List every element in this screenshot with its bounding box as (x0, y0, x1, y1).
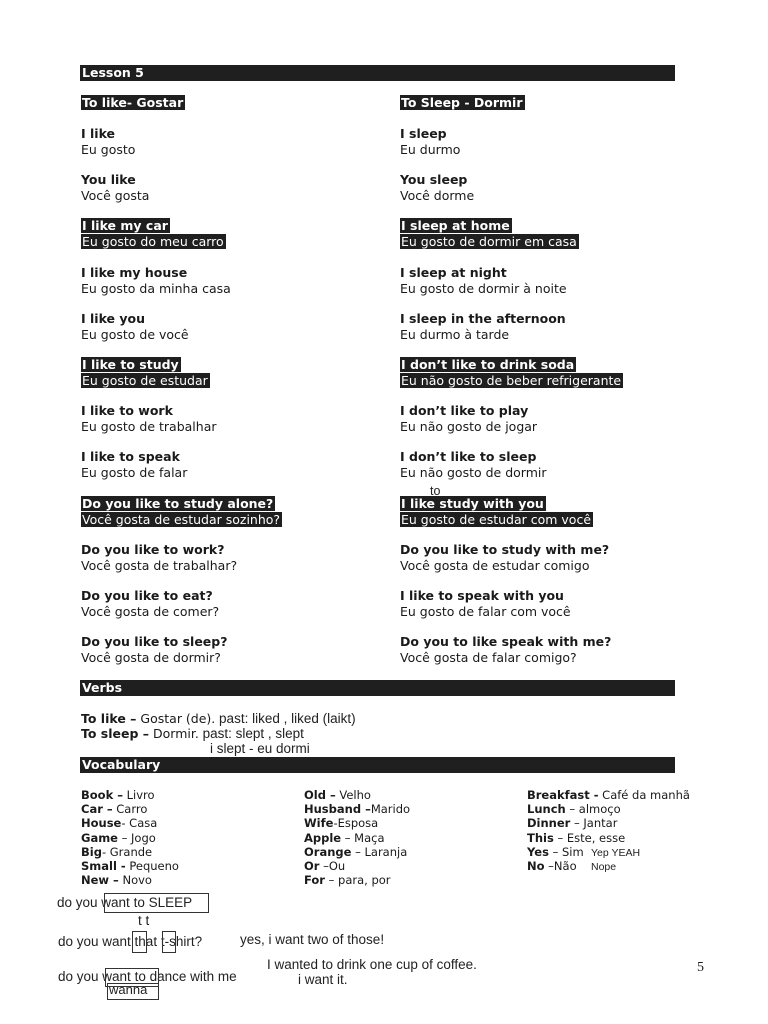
box-letter-t-2 (162, 931, 176, 953)
practice-line-2: do you want that t-shirt? (58, 934, 203, 949)
phrase-pair (400, 634, 611, 666)
vocab-definition: Livro (122, 788, 155, 802)
vocab-term: Breakfast - (527, 788, 599, 802)
phrase-pair (400, 403, 537, 435)
phrase-english: I like my house (81, 264, 188, 280)
phrase-english: I like to work (81, 403, 173, 419)
yes-note: Yep YEAH (591, 847, 641, 859)
phrase-english: I like to speak (81, 449, 180, 465)
vocab-definition: – Este, esse (553, 830, 626, 845)
verb-sleep-past: past: slept , slept (198, 726, 304, 741)
phrase-pair (400, 542, 609, 574)
vocab-item (527, 816, 690, 830)
vocab-term: Dinner (527, 816, 571, 831)
page-number: 5 (697, 960, 704, 975)
phrase-pair (81, 172, 149, 204)
vocab-item (304, 816, 410, 830)
phrase-portuguese: Você gosta (81, 188, 150, 204)
practice-line-3-boxed: want to (102, 969, 146, 984)
left-column-header (81, 95, 185, 111)
phrase-pair (81, 496, 282, 528)
phrase-pair (81, 588, 219, 620)
phrase-portuguese: Eu não gosto de beber refrigerante (401, 373, 622, 388)
vocab-term: House (81, 816, 122, 831)
phrase-pair (400, 265, 567, 297)
phrase-portuguese: Você dorme (400, 188, 475, 204)
verb-sleep-def: Dormir. (149, 726, 199, 741)
vocab-term: Husband – (304, 802, 371, 817)
phrase-pair (400, 449, 547, 481)
phrase-portuguese: Eu gosto de trabalhar (81, 419, 217, 435)
vocab-item (81, 816, 179, 830)
vocab-term: Lunch (527, 802, 566, 817)
phrase-english: Do you like to sleep? (81, 634, 228, 650)
right-header-text: To Sleep - Dormir (401, 95, 523, 110)
vocab-definition: Café da manhã (598, 788, 690, 802)
verb-sleep-note: i slept - eu dormi (210, 741, 310, 756)
verb-like-term: To like – (81, 711, 137, 726)
vocab-term: Wife (304, 816, 334, 831)
vocab-term: Game (81, 830, 118, 845)
phrase-pair (400, 496, 593, 528)
vocab-definition: Pequeno (125, 859, 179, 874)
vocab-term: Book – (81, 788, 123, 802)
vocab-item (304, 788, 410, 802)
phrase-pair (81, 542, 237, 574)
phrase-english: I don’t like to play (400, 403, 529, 419)
phrase-portuguese: Eu gosto (81, 142, 136, 157)
underline-box-want-to-sleep (104, 893, 209, 913)
vocab-item (81, 788, 179, 802)
phrase-pair (81, 265, 231, 297)
left-header-text: To like- Gostar (82, 95, 184, 110)
vocab-definition: – Sim (548, 844, 584, 859)
practice-tt: t t (138, 913, 150, 928)
vocab-term: For (304, 873, 325, 888)
vocabulary-header: Vocabulary (82, 757, 161, 772)
right-column-header (400, 95, 525, 111)
verb-sleep-line (81, 726, 304, 742)
phrase-portuguese: Eu não gosto de jogar (400, 419, 538, 435)
phrase-english: I sleep at night (400, 264, 507, 280)
phrase-portuguese: Eu durmo (400, 142, 461, 157)
vocab-item (81, 859, 179, 873)
phrase-english: I like (81, 126, 116, 141)
phrase-pair (81, 449, 187, 481)
phrase-pair (400, 218, 579, 250)
vocab-term: Apple (304, 830, 342, 845)
phrase-portuguese: Eu gosto de você (81, 326, 189, 342)
vocab-definition: Marido (370, 802, 411, 817)
vocab-item (527, 788, 690, 802)
phrase-english: I sleep in the afternoon (400, 310, 566, 326)
phrase-portuguese: Eu não gosto de dormir (400, 465, 547, 481)
vocab-definition: Carro (112, 802, 148, 817)
vocab-definition: – Maça (341, 830, 385, 845)
phrase-portuguese: Eu gosto de estudar (82, 373, 208, 388)
phrase-pair (400, 172, 474, 204)
phrase-pair (81, 357, 210, 389)
vocab-definition: – almoço (565, 802, 621, 817)
vocab-definition: – Jogo (117, 830, 156, 845)
phrase-english: I like you (81, 310, 146, 326)
phrase-portuguese: Eu durmo à tarde (400, 326, 510, 342)
verbs-header: Verbs (82, 680, 123, 695)
phrase-portuguese: Você gosta de trabalhar? (81, 557, 238, 573)
vocab-term: Yes (527, 844, 549, 859)
vocab-definition: - Casa (121, 816, 158, 831)
vocabulary-bar (80, 757, 675, 773)
phrase-english: You like (81, 172, 136, 188)
phrase-english: Do you like to study with me? (400, 541, 610, 557)
no-note: Nope (591, 861, 617, 873)
lesson-title-bar (80, 65, 675, 81)
phrase-portuguese: Você gosta de estudar sozinho? (82, 511, 281, 527)
phrase-english: Do you like to work? (81, 541, 225, 557)
phrase-english: Do you like to study alone? (82, 495, 274, 511)
practice-coffee: I wanted to drink one cup of coffee. (267, 957, 477, 972)
phrase-portuguese: Eu gosto da minha casa (81, 280, 231, 296)
vocab-definition: Novo (118, 873, 152, 888)
phrase-pair (400, 588, 571, 620)
phrase-english: I like to study (82, 357, 179, 372)
verb-like-past: past: liked , liked (laikt) (215, 711, 356, 726)
vocab-item (81, 831, 179, 845)
inserted-to-note: to (430, 484, 441, 498)
vocab-term: New – (81, 873, 119, 888)
vocab-item (304, 845, 410, 859)
phrase-pair (81, 126, 135, 158)
phrase-pair (400, 126, 460, 158)
vocab-definition: –Ou (319, 859, 346, 874)
vocab-item (81, 845, 179, 859)
phrase-english: Do you to like speak with me? (400, 634, 612, 650)
vocab-term: Old – (304, 788, 336, 802)
phrase-english: Do you like to eat? (81, 588, 213, 603)
vocab-item (304, 802, 410, 816)
phrase-pair (81, 218, 226, 250)
phrase-english: I like to speak with you (400, 588, 564, 603)
vocab-definition: - Grande (101, 844, 153, 859)
vocab-column-1 (81, 788, 179, 887)
phrase-portuguese: Você gosta de dormir? (81, 650, 221, 666)
vocab-term: Big (81, 844, 102, 859)
phrase-english: I like study with you (401, 495, 544, 511)
phrase-pair (81, 403, 217, 435)
phrase-english: I like my car (82, 218, 168, 234)
phrase-english: You sleep (400, 172, 468, 188)
phrase-portuguese: Eu gosto de estudar com você (401, 511, 592, 527)
verb-sleep-term: To sleep – (81, 726, 150, 741)
phrase-portuguese: Você gosta de falar comigo? (400, 650, 577, 666)
phrase-portuguese: Eu gosto de falar (81, 465, 188, 481)
phrase-pair (400, 311, 566, 343)
vocab-term: This (527, 830, 554, 845)
practice-line-2-reply: yes, i want two of those! (240, 932, 385, 947)
vocab-definition: – para, por (324, 873, 391, 888)
phrase-portuguese: Eu gosto do meu carro (82, 234, 224, 250)
vocab-definition: – Laranja (351, 844, 408, 859)
vocab-term: Small - (81, 859, 126, 874)
phrase-english: I don’t like to drink soda (401, 357, 575, 372)
phrase-pair (81, 634, 227, 666)
vocab-item (304, 831, 410, 845)
box-letter-t-1 (132, 931, 147, 953)
phrase-portuguese: Eu gosto de falar com você (400, 604, 571, 619)
phrase-portuguese: Você gosta de estudar comigo (400, 557, 590, 573)
phrase-english: I don’t like to sleep (400, 449, 537, 465)
phrase-pair (81, 311, 189, 343)
vocab-term: No (527, 859, 545, 874)
vocab-definition: –Não (544, 859, 577, 874)
practice-want-it: i want it. (298, 972, 348, 987)
vocab-definition: Velho (335, 788, 371, 802)
practice-line-3-end: dance with me (145, 969, 237, 984)
vocab-item (81, 802, 179, 816)
vocab-item (527, 831, 690, 845)
vocab-term: Or (304, 859, 320, 874)
verb-like-line (81, 711, 356, 727)
vocab-item (81, 873, 179, 887)
phrase-portuguese: Você gosta de comer? (81, 604, 220, 619)
practice-line-1-boxed: want to SLEEP (101, 895, 193, 910)
phrase-portuguese: Eu gosto de dormir à noite (400, 280, 567, 296)
practice-wanna: wanna (109, 982, 148, 997)
vocab-term: Orange (304, 844, 352, 859)
vocab-definition: -Esposa (333, 816, 379, 831)
lesson-title: Lesson 5 (82, 65, 144, 80)
phrase-english: I sleep (400, 126, 447, 141)
verbs-bar (80, 680, 675, 696)
verb-like-def: Gostar (de). (136, 711, 216, 726)
phrase-pair (400, 357, 623, 389)
practice-line-1-start: do you (57, 895, 102, 910)
phrase-portuguese: Eu gosto de dormir em casa (401, 234, 577, 250)
vocab-item (304, 873, 410, 887)
vocab-definition: – Jantar (570, 816, 618, 831)
vocab-item (304, 859, 410, 873)
vocab-column-2 (304, 788, 410, 887)
vocab-term: Car – (81, 802, 113, 817)
vocab-item (527, 802, 690, 816)
practice-line-3-start: do you (58, 969, 103, 984)
phrase-english: I sleep at home (401, 218, 510, 234)
